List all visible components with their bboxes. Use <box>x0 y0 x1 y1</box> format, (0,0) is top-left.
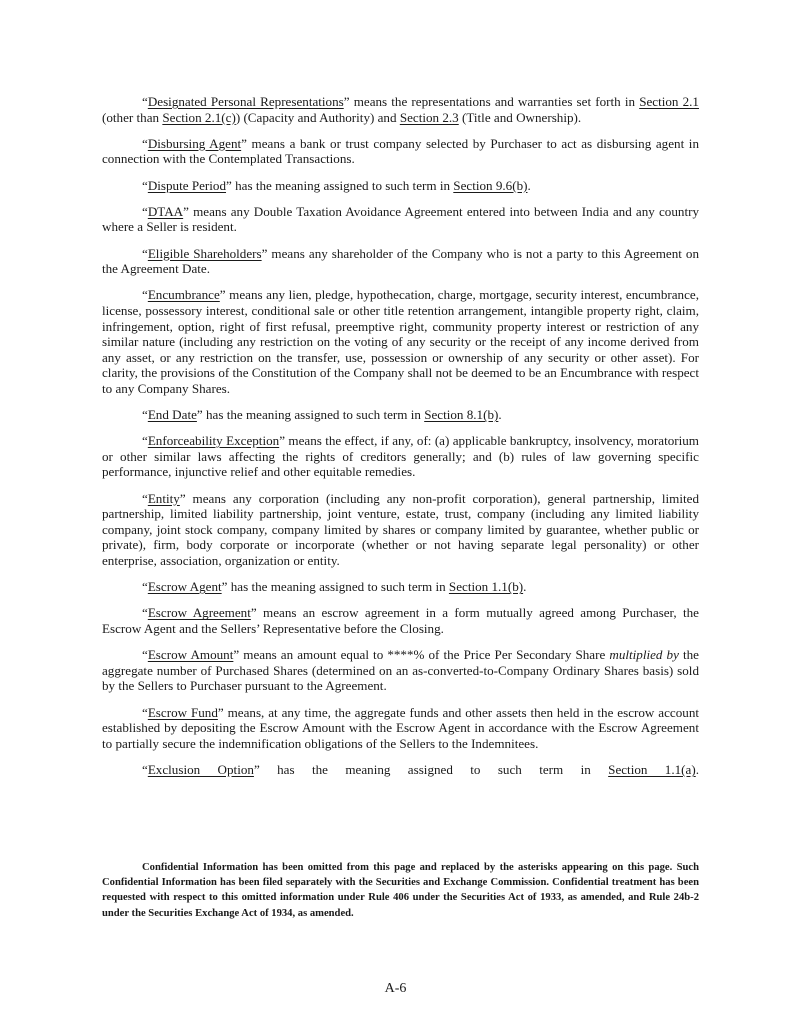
page-number: A-6 <box>384 981 407 996</box>
defined-term: Escrow Fund <box>147 704 218 720</box>
definition-paragraph: “Designated Personal Representations” means the representations and warranties set forth in Section 2.1 (other than Section 2.1(c)) (Capacity and Authority) and Section 2.3 (Title and Ownership). <box>102 94 699 125</box>
defined-term: Disbursing Agent <box>147 135 242 151</box>
defined-term: Encumbrance <box>147 287 220 303</box>
defined-term: End Date <box>147 407 197 423</box>
emphasis-text: multiplied by <box>609 647 679 663</box>
definition-paragraph: “End Date” has the meaning assigned to such term in Section 8.1(b). <box>142 407 502 423</box>
defined-term: Escrow Agent <box>147 579 222 595</box>
section-reference: Section 1.1(a) <box>608 761 696 777</box>
defined-term: Designated Personal Representations <box>147 94 344 109</box>
definition-paragraph: “Eligible Shareholders” means any shareholder of the Company who is not a party to this Agreement on the Agreement Date. <box>102 245 699 277</box>
definition-paragraph: “Escrow Agent” has the meaning assigned to such term in Section 1.1(b). <box>142 579 527 595</box>
defined-term: Dispute Period <box>147 177 227 193</box>
section-reference: Section 2.1 <box>639 94 699 109</box>
defined-term: Escrow Agreement <box>147 605 251 621</box>
section-reference: Section 1.1(b) <box>448 579 524 595</box>
section-reference: Section 2.1(c) <box>162 109 236 125</box>
defined-term: DTAA <box>147 203 184 219</box>
definition-paragraph: “DTAA” means any Double Taxation Avoidance Agreement entered into between India and any country where a Seller is resident. <box>102 203 699 235</box>
defined-term: Exclusion Option <box>147 761 254 777</box>
defined-term: Escrow Amount <box>147 647 234 663</box>
definition-paragraph: “Dispute Period” has the meaning assigned to such term in Section 9.6(b). <box>142 177 531 193</box>
section-reference: Section 9.6(b) <box>453 177 528 193</box>
definition-paragraph: “Escrow Agreement” means an escrow agreement in a form mutually agreed among Purchaser, the Escrow Agent and the Sellers’ Representative before the Closing. <box>102 605 699 636</box>
definition-paragraph: “Encumbrance” means any lien, pledge, hypothecation, charge, mortgage, security interest, encumbrance, license, possessory interest, conditional sale or other title retention arrangement, intangible property right, claim, infringement, option, right of first refusal, preemptive right, community property interest or restriction of any similar nature (including any restriction on the voting of any security or the receipt of any income derived from any asset, or any restriction on the transfer, use, possession or ownership of any security or other asset). For clarity, the provisions of the Constitution of the Company shall not be deemed to be an Encumbrance with respect to any Company Shares. <box>102 287 699 396</box>
definitions-body <box>102 94 699 788</box>
confidentiality-footnote: Confidential Information has been omitted from this page and replaced by the asterisks appearing on this page. Such Confidential Information has been filed separately with the Securities and Exchange Commission. Confidential treatment has been requested with respect to this omitted information under Rule 406 under the Securities Act of 1933, as amended, and Rule 24b-2 under the Securities Exchange Act of 1934, as amended. <box>102 862 699 919</box>
definition-paragraph: “Exclusion Option” has the meaning assigned to such term in Section 1.1(a). <box>142 761 699 777</box>
defined-term: Entity <box>147 490 180 506</box>
definition-paragraph: “Entity” means any corporation (including any non-profit corporation), general partnership, limited partnership, limited liability partnership, joint venture, estate, trust, company (including any limited liability company, joint stock company, company limited by shares or company limited by guarantee, whether public or private), firm, body corporate or incorporate (whether or not having separate legal personality) or other enterprise, association, organization or entity. <box>102 490 699 568</box>
section-reference: Section 8.1(b) <box>424 407 499 423</box>
definition-paragraph: “Disbursing Agent” means a bank or trust company selected by Purchaser to act as disbursing agent in connection with the Contemplated Transactions. <box>102 135 699 167</box>
defined-term: Eligible Shareholders <box>147 245 262 261</box>
defined-term: Enforceability Exception <box>147 433 280 449</box>
definition-paragraph: “Escrow Amount” means an amount equal to ****% of the Price Per Secondary Share multiplied by the aggregate number of Purchased Shares (determined on an as-converted-to-Company Ordinary Shares basis) sold by the Sellers to Purchaser pursuant to the Agreement. <box>102 647 699 694</box>
definition-paragraph: “Escrow Fund” means, at any time, the aggregate funds and other assets then held in the escrow account established by depositing the Escrow Amount with the Escrow Agent in accordance with the Escrow Agreement to partially secure the indemnification obligations of the Sellers to the Indemnitees. <box>102 704 699 751</box>
definition-paragraph: “Enforceability Exception” means the effect, if any, of: (a) applicable bankruptcy, insolvency, moratorium or other similar laws affecting the rights of creditors generally; and (b) rules of law governing specific performance, injunctive relief and other equitable remedies. <box>102 433 699 480</box>
section-reference: Section 2.3 <box>399 109 459 125</box>
